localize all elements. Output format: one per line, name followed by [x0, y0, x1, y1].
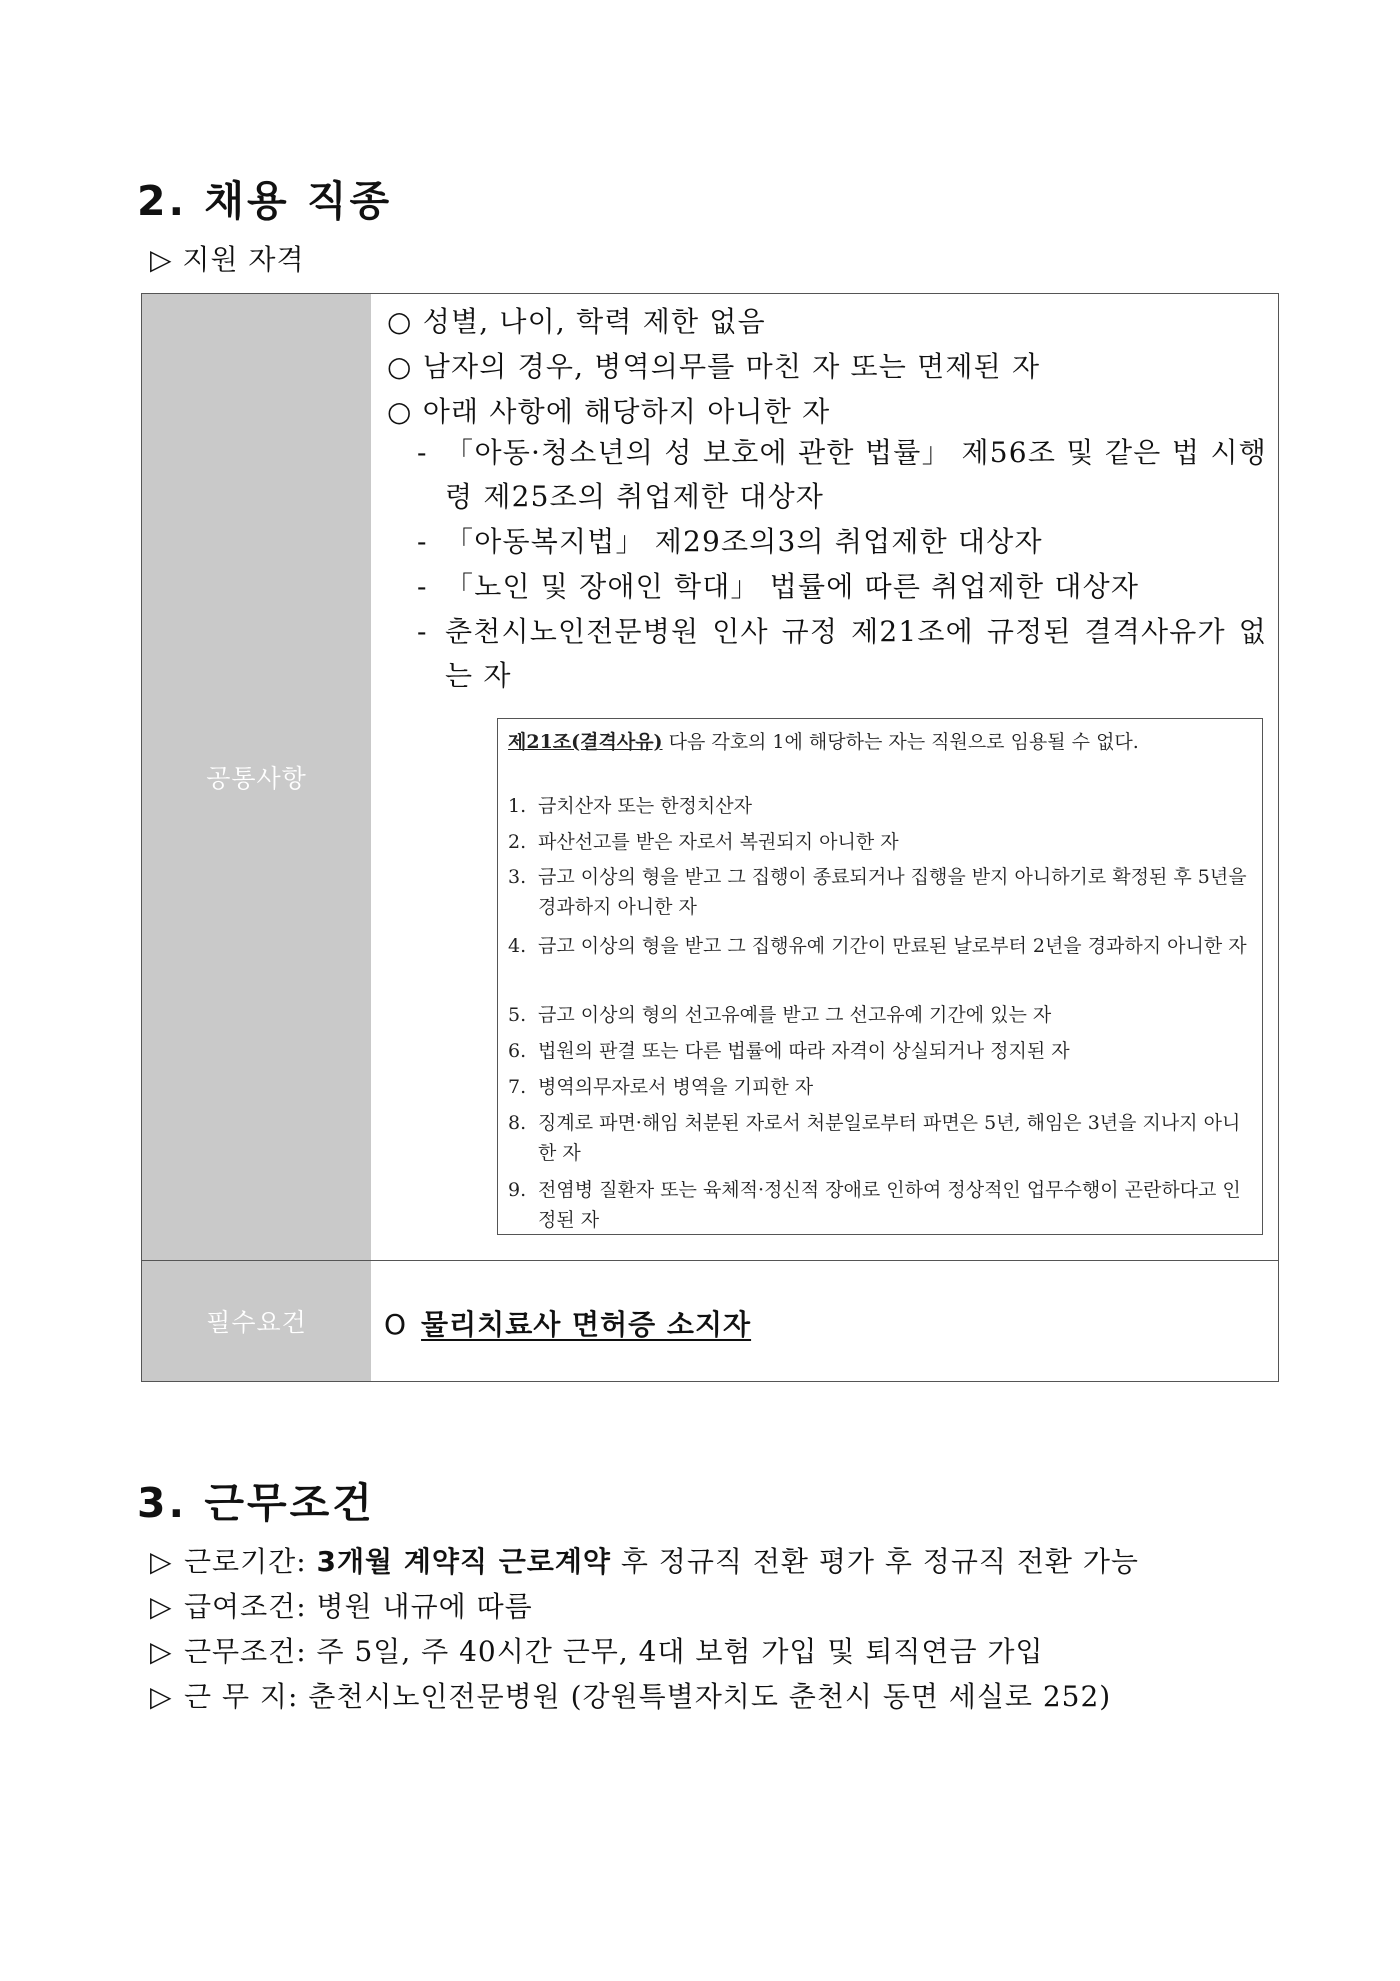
work-condition-line-1: ▷ 근로기간: 3개월 계약직 근로계약 후 정규직 전환 평가 후 정규직 전환 가능	[150, 1545, 1139, 1578]
work-condition-line-2: ▷ 급여조건: 병원 내규에 따름	[150, 1590, 533, 1623]
white-right-triangle-icon: ▷	[150, 1590, 173, 1623]
sub-item-4: - 춘천시노인전문병원 인사 규정 제21조에 규정된 결격사유가 없는 자	[417, 615, 1267, 692]
article-item-9: 9. 전염병 질환자 또는 육체적·정신적 장애로 인하여 정상적인 업무수행이 곤란하다고 인정된 자	[508, 1179, 1241, 1231]
sub-item-2: - 「아동복지법」 제29조의3의 취업제한 대상자	[417, 525, 1043, 558]
article-item-3: 3. 금고 이상의 형을 받고 그 집행이 종료되거나 집행을 받지 아니하기로 확정된 후 5년을 경과하지 아니한 자	[508, 866, 1247, 918]
article-title: 제21조(결격사유)	[508, 731, 663, 753]
common-content	[372, 294, 1278, 1260]
condition-2: ○ 남자의 경우, 병역의무를 마친 자 또는 면제된 자	[387, 350, 1041, 383]
required-label: 필수요건	[142, 1261, 371, 1381]
article-item-4: 4. 금고 이상의 형을 받고 그 집행유예 기간이 만료된 날로부터 2년을 경과하지 아니한 자	[508, 935, 1247, 957]
article-item-1: 1. 금치산자 또는 한정치산자	[508, 795, 752, 817]
condition-1: ○ 성별, 나이, 학력 제한 없음	[387, 305, 766, 338]
sub-item-1: - 「아동·청소년의 성 보호에 관한 법률」 제56조 및 같은 법 시행령 제25조의 취업제한 대상자	[417, 436, 1267, 513]
white-right-triangle-icon: ▷	[150, 1680, 173, 1713]
article-intro: 다음 각호의 1에 해당하는 자는 직원으로 임용될 수 없다.	[662, 731, 1139, 753]
common-requirements-row	[142, 294, 1278, 1261]
article-item-6: 6. 법원의 판결 또는 다른 법률에 따라 자격이 상실되거나 정지된 자	[508, 1040, 1070, 1062]
sub-item-3: - 「노인 및 장애인 학대」 법률에 따른 취업제한 대상자	[417, 570, 1140, 603]
section-3-title: 3. 근무조건	[137, 1479, 375, 1527]
white-right-triangle-icon: ▷	[150, 1635, 173, 1668]
required-text	[384, 1303, 751, 1343]
required-marker: O	[384, 1308, 408, 1341]
white-right-triangle-icon: ▷	[150, 1545, 173, 1578]
required-license: 물리치료사 면허증 소지자	[421, 1308, 752, 1341]
article-item-7: 7. 병역의무자로서 병역을 기피한 자	[508, 1076, 814, 1098]
required-row	[142, 1261, 1278, 1381]
article-item-8: 8. 징계로 파면·해임 처분된 자로서 처분일로부터 파면은 5년, 해임은 3년을 지나지 아니한 자	[508, 1112, 1241, 1164]
condition-3: ○ 아래 사항에 해당하지 아니한 자	[387, 395, 831, 428]
common-label: 공통사항	[142, 294, 371, 1260]
qualification-table	[141, 293, 1279, 1382]
article-item-5: 5. 금고 이상의 형의 선고유예를 받고 그 선고유예 기간에 있는 자	[508, 1004, 1052, 1026]
article-item-2: 2. 파산선고를 받은 자로서 복권되지 아니한 자	[508, 831, 899, 853]
article-21-box	[497, 718, 1263, 1235]
qualification-heading: ▷ 지원 자격	[150, 243, 305, 276]
section-2-title: 2. 채용 직종	[137, 177, 393, 225]
work-condition-line-4: ▷ 근 무 지: 춘천시노인전문병원 (강원특별자치도 춘천시 동면 세실로 252)	[150, 1680, 1112, 1713]
work-condition-line-3: ▷ 근무조건: 주 5일, 주 40시간 근무, 4대 보험 가입 및 퇴직연금 가입	[150, 1635, 1044, 1668]
article-heading	[508, 727, 1254, 757]
required-content	[372, 1261, 1278, 1381]
